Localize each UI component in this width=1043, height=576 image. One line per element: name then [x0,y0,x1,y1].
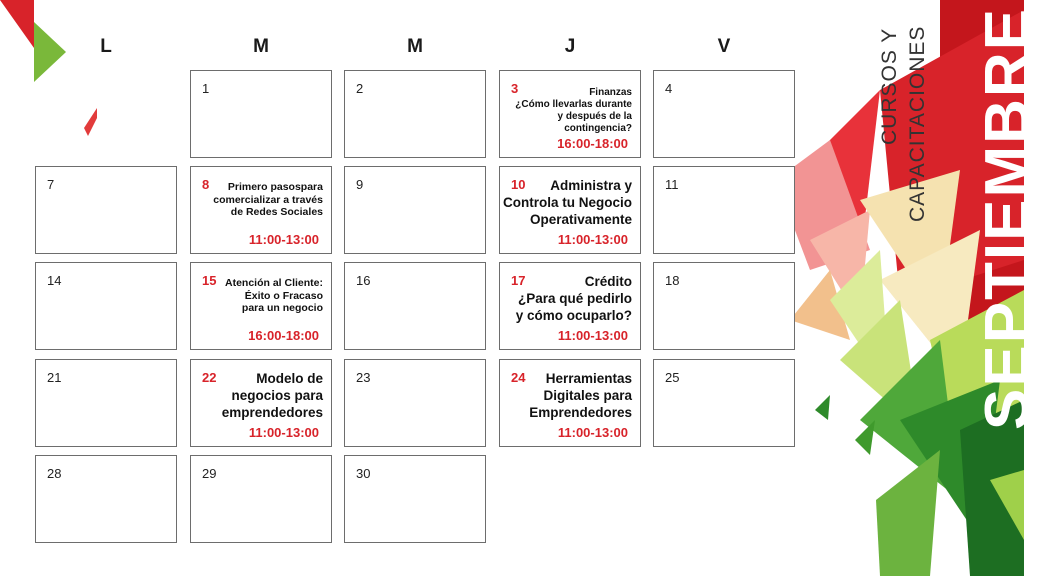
day-number: 25 [665,370,680,385]
side-title-line2: CAPACITACIONES [906,25,929,222]
day-cell-30[interactable] [344,455,486,543]
day-cell-23[interactable] [344,359,486,447]
day-cell-15[interactable] [190,262,332,350]
day-number: 8 [202,177,210,192]
event-time: 16:00-18:00 [557,136,628,151]
event-time: 11:00-13:00 [557,232,628,247]
day-number: 24 [511,370,526,385]
day-number: 9 [356,177,364,192]
day-number: 22 [202,370,217,385]
day-number: 3 [511,81,519,96]
day-number: 17 [511,273,526,288]
weekday-monday: L [100,36,112,57]
day-cell-9[interactable] [344,166,486,254]
day-number: 30 [356,466,371,481]
deco-darkgreen-small [815,395,830,420]
day-cell-11[interactable] [653,166,795,254]
event-title: Crédito ¿Para qué pedirlo y cómo ocuparlo? [515,274,632,323]
day-cell-4[interactable] [653,70,795,158]
event-time: 11:00-13:00 [557,425,628,440]
day-cell-28[interactable] [35,455,177,543]
event-title: Atención al Cliente: Éxito o Fracaso para un negocio [224,277,323,314]
day-cell-16[interactable] [344,262,486,350]
day-cell-10[interactable] [499,166,641,254]
day-number: 18 [665,273,680,288]
day-cell-21[interactable] [35,359,177,447]
deco-red-triangle-topleft [0,0,34,48]
day-number: 29 [202,466,217,481]
event-title: Administra y Controla tu Negocio Operativamente [503,178,632,227]
weekday-friday: V [717,36,731,57]
day-cell-24[interactable] [499,359,641,447]
event-title: Finanzas ¿Cómo llevarlas durante y después de la contingencia? [515,87,632,134]
day-number: 10 [511,177,526,192]
weekday-tuesday: M [253,36,269,57]
month-title: SEPTIEMBRE [973,6,1042,430]
event-time: 16:00-18:00 [248,328,319,343]
day-number: 14 [47,273,62,288]
side-title-line1: CURSOS Y [878,27,901,145]
day-cell-18[interactable] [653,262,795,350]
day-number: 7 [47,177,55,192]
event-title: Modelo de negocios para emprendedores [221,371,323,420]
weekday-thursday: J [564,36,576,57]
day-number: 11 [665,177,679,192]
event-title: Herramientas Digitales para Emprendedores [529,371,632,420]
day-cell-22[interactable] [190,359,332,447]
day-cell-14[interactable] [35,262,177,350]
event-time: 11:00-13:00 [557,328,628,343]
deco-green-small [855,420,875,455]
day-cell-25[interactable] [653,359,795,447]
day-cell-8[interactable] [190,166,332,254]
weekday-wednesday: M [407,36,423,57]
day-cell-29[interactable] [190,455,332,543]
deco-green-tri-3 [876,450,940,576]
day-cell-7[interactable] [35,166,177,254]
day-number: 2 [356,81,364,96]
day-cell-2[interactable] [344,70,486,158]
deco-red-sliver [84,108,97,136]
day-cell-17[interactable] [499,262,641,350]
day-cell-3[interactable] [499,70,641,158]
day-number: 23 [356,370,371,385]
event-time: 11:00-13:00 [248,425,319,440]
day-number: 21 [47,370,62,385]
day-cell-1[interactable] [190,70,332,158]
day-number: 28 [47,466,62,481]
day-number: 1 [202,81,210,96]
day-number: 15 [202,273,217,288]
event-title: Primero pasospara comercializar a través de Redes Sociales [213,181,323,218]
day-number: 16 [356,273,371,288]
day-number: 4 [665,81,673,96]
event-time: 11:00-13:00 [248,232,319,247]
